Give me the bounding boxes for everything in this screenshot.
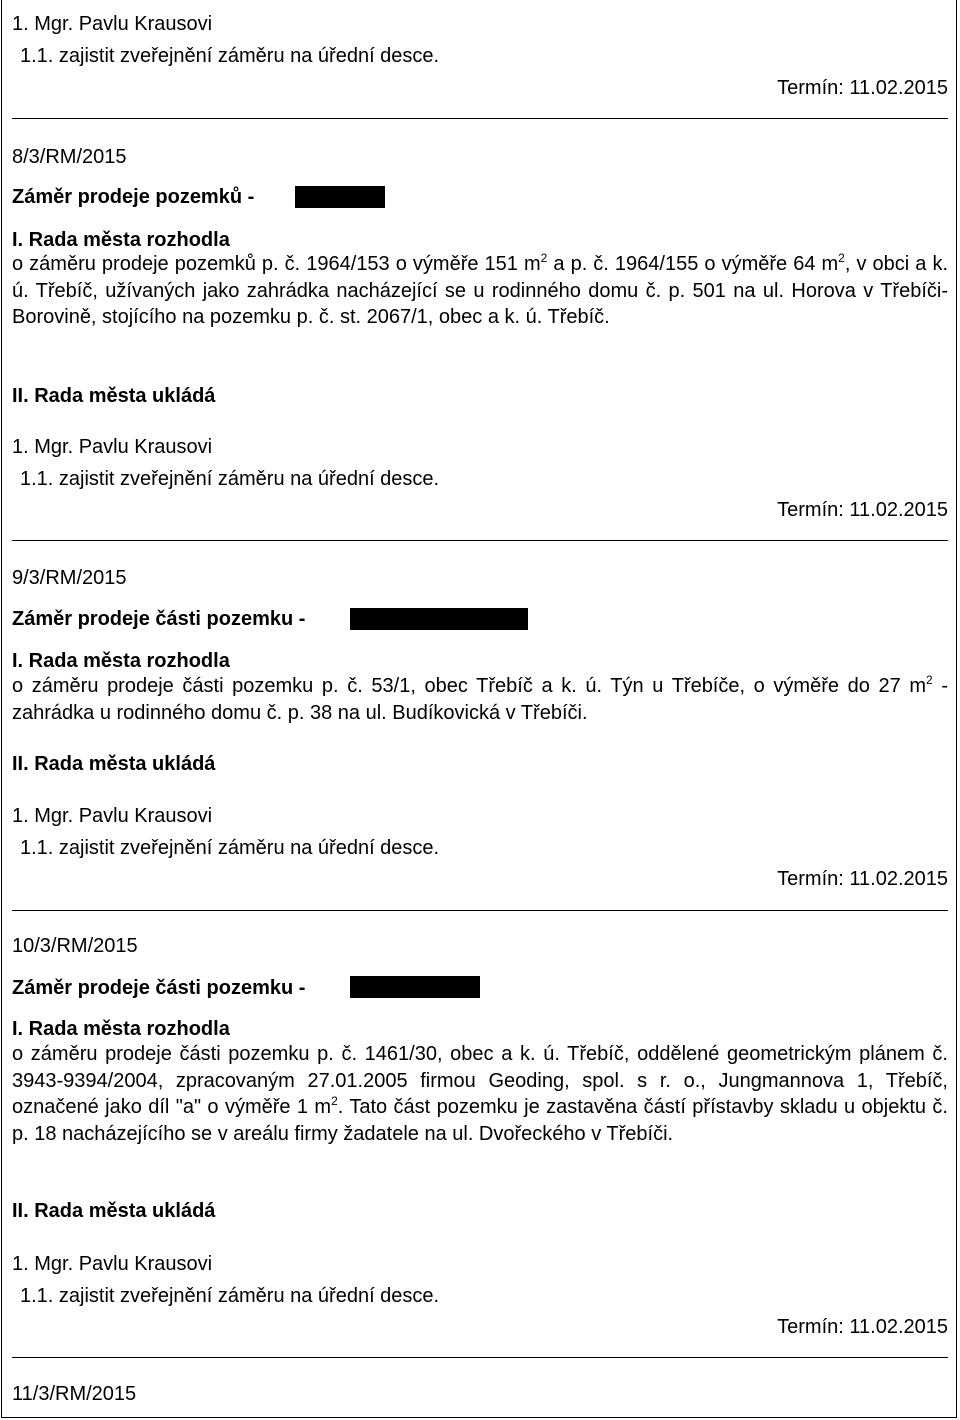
section-heading: II. Rada města ukládá [12, 753, 216, 775]
person-name: 1. Mgr. Pavlu Krausovi [12, 13, 213, 35]
task-text: 1.1. zajistit zveřejnění záměru na úřední desce. [20, 837, 440, 859]
person-name: 1. Mgr. Pavlu Krausovi [12, 805, 213, 827]
redaction-block [350, 976, 480, 998]
resolution-paragraph: o záměru prodeje části pozemku p. č. 1461/30, obec a k. ú. Třebíč, oddělené geometrickým plánem č. 3943-9394/2004, zpracovaným 27.01.2005 firmou Geoding, spol. s r. o., Jungmannova 1, Třebíč, označené jako díl "a" o výměře 1 $m^2$. Tato část pozemku je zastavěna částí přístavby skladu u objektu č. p. 18 nacházejícího se v areálu firmy žadatele na ul. Dvořeckého v Třebíči. [12, 1043, 948, 1145]
section-heading: II. Rada města ukládá [12, 1200, 216, 1222]
resolution-number: 9/3/RM/2015 [12, 567, 127, 589]
redaction-block [350, 608, 528, 630]
deadline: Termín: 11.02.2015 [777, 868, 948, 890]
section-heading: I. Rada města rozhodla [12, 229, 230, 251]
resolution-number: 10/3/RM/2015 [12, 935, 138, 957]
deadline: Termín: 11.02.2015 [777, 499, 948, 521]
resolution-number: 8/3/RM/2015 [12, 146, 127, 168]
resolution-title: Záměr prodeje pozemků - [12, 186, 255, 208]
task-text: 1.1. zajistit zveřejnění záměru na úřední desce. [20, 468, 440, 490]
section-heading: II. Rada města ukládá [12, 385, 216, 407]
resolution-number: 11/3/RM/2015 [12, 1383, 137, 1405]
deadline: Termín: 11.02.2015 [777, 1316, 948, 1338]
section-heading: I. Rada města rozhodla [12, 1018, 230, 1040]
resolution-title: Záměr prodeje části pozemku - [12, 608, 306, 630]
resolution-title: Záměr prodeje části pozemku - [12, 977, 306, 999]
divider [12, 540, 948, 541]
deadline: Termín: 11.02.2015 [777, 77, 948, 99]
task-text: 1.1. zajistit zveřejnění záměru na úřední desce. [20, 45, 440, 67]
resolution-paragraph: o záměru prodeje pozemků p. č. 1964/153 o výměře 151 $m^2$ a p. č. 1964/155 o výměře 64 $m^2$, v obci a k. ú. Třebíč, užívaných jako zahrádka nacházející se u rodinného domu č. p. 501 na ul. Horova v Třebíči-Borovině, stojícího na pozemku p. č. st. 2067/1, obec a k. ú. Třebíč. [12, 251, 949, 328]
divider [12, 118, 948, 119]
person-name: 1. Mgr. Pavlu Krausovi [12, 436, 213, 458]
section-heading: I. Rada města rozhodla [12, 650, 230, 672]
divider [12, 1357, 948, 1358]
divider [12, 910, 948, 911]
task-text: 1.1. zajistit zveřejnění záměru na úřední desce. [20, 1285, 440, 1307]
resolution-paragraph: o záměru prodeje části pozemku p. č. 53/1, obec Třebíč a k. ú. Týn u Třebíče, o výměře do 27 $m^2$ - zahrádka u rodinného domu č. p. 38 na ul. Budíkovická v Třebíči. [12, 673, 948, 724]
person-name: 1. Mgr. Pavlu Krausovi [12, 1253, 213, 1275]
redaction-block [295, 186, 385, 208]
